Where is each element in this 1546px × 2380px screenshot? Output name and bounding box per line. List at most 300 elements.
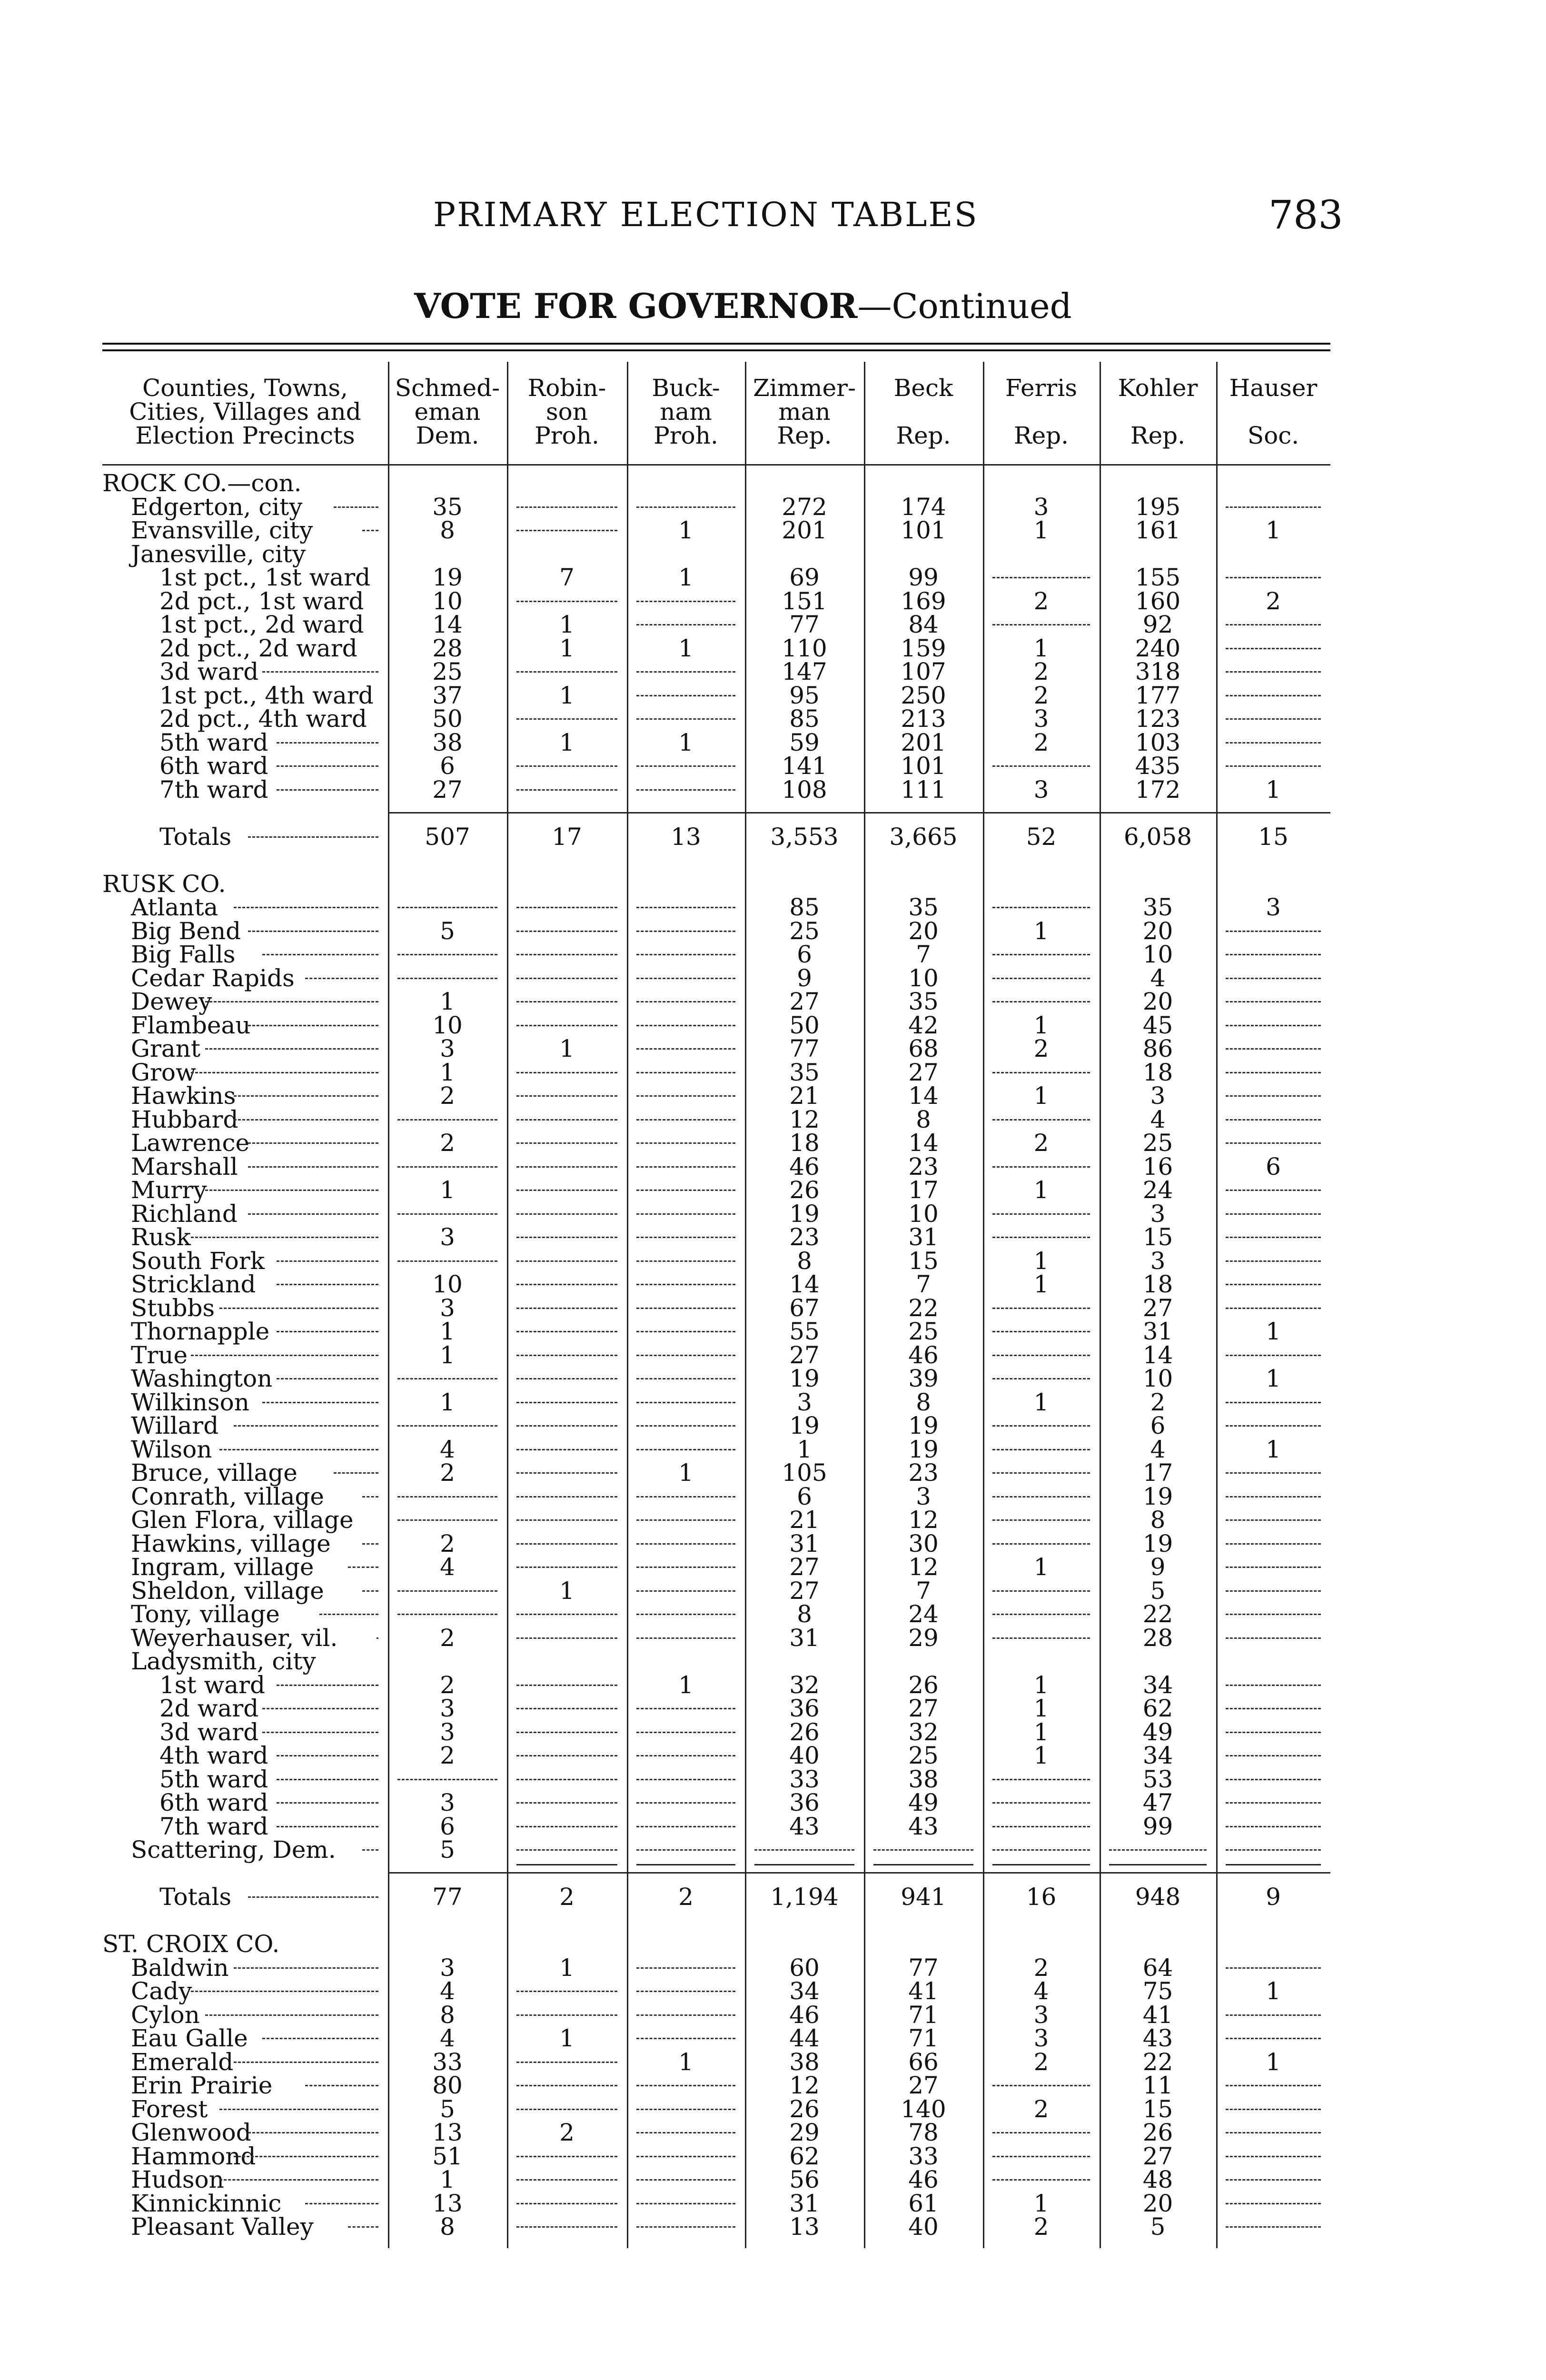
county-heading: ST. CROIX CO.: [102, 1930, 280, 1958]
vote-count: 10: [432, 587, 463, 615]
vote-count: 1: [559, 1035, 575, 1063]
precinct-name: Scattering, Dem.: [131, 1836, 336, 1864]
empty-cell-dashes: [1226, 1496, 1321, 1497]
vote-count: 26: [789, 1718, 820, 1746]
empty-cell-dashes: [636, 1001, 735, 1002]
precinct-name: Thornapple: [131, 1318, 270, 1346]
precinct-name: Dewey: [131, 988, 212, 1016]
vote-count: 61: [908, 2189, 939, 2217]
empty-cell-dashes: [992, 1449, 1090, 1450]
stub-leader: [248, 1166, 378, 1168]
stub-leader: [234, 1967, 378, 1969]
stub-leader: [362, 1590, 378, 1592]
vote-count: 2: [559, 2119, 575, 2147]
vote-count: 5: [440, 917, 455, 945]
vote-count: 10: [908, 1200, 939, 1228]
vote-count: 3: [1150, 1200, 1166, 1228]
precinct-name: Richland: [131, 1200, 238, 1228]
vote-count: 26: [789, 2095, 820, 2123]
vote-count: 77: [908, 1954, 939, 1982]
stub-leader: [262, 2038, 378, 2039]
stub-leader: [262, 1708, 378, 1709]
precinct-name: 2d ward: [159, 1695, 259, 1723]
empty-cell-dashes: [516, 1755, 617, 1756]
column-header: Ferris Rep.: [1005, 374, 1077, 449]
empty-cell-dashes: [1226, 2156, 1321, 2157]
vote-count: 1: [1033, 2189, 1049, 2217]
vote-count: 28: [432, 634, 463, 662]
empty-cell-dashes: [992, 1119, 1090, 1121]
empty-cell-dashes: [516, 1095, 617, 1097]
vote-count: 86: [1142, 1035, 1173, 1063]
vote-count: 6,058: [1123, 823, 1192, 851]
empty-cell-dashes: [1226, 2085, 1321, 2086]
stub-leader: [234, 907, 378, 908]
empty-cell-dashes: [992, 1166, 1090, 1168]
empty-cell-dashes: [636, 1308, 735, 1309]
precinct-name: 1st pct., 2d ward: [159, 611, 364, 639]
precinct-name: 7th ward: [159, 775, 268, 803]
precinct-name: Rusk: [131, 1223, 191, 1251]
vote-count: 1: [1033, 1718, 1049, 1746]
vote-count: 151: [782, 587, 827, 615]
empty-cell-dashes: [1226, 2038, 1321, 2039]
empty-cell-dashes: [992, 1331, 1090, 1332]
precinct-name: Wilkinson: [131, 1388, 249, 1416]
empty-cell-dashes: [1226, 1779, 1321, 1780]
empty-cell-dashes: [636, 789, 735, 791]
vote-count: 5: [1150, 1577, 1166, 1605]
vote-count: 8: [1150, 1506, 1166, 1534]
vote-count: 34: [1142, 1742, 1173, 1770]
vote-count: 29: [908, 1624, 939, 1652]
empty-cell-dashes: [873, 1849, 973, 1851]
empty-cell-dashes: [397, 907, 497, 908]
empty-cell-dashes: [636, 2132, 735, 2133]
vote-count: 66: [908, 2048, 939, 2076]
precinct-name: Ingram, village: [131, 1553, 314, 1581]
stub-leader: [277, 1755, 378, 1756]
vote-count: 169: [901, 587, 946, 615]
vote-count: 24: [1142, 1176, 1173, 1204]
county-heading: RUSK CO.: [102, 870, 226, 898]
empty-cell-dashes: [1226, 648, 1321, 649]
vote-count: 9: [1266, 1883, 1281, 1911]
empty-cell-dashes: [1226, 1284, 1321, 1285]
empty-cell-dashes: [516, 601, 617, 602]
vote-count: 18: [1142, 1270, 1173, 1299]
vote-count: 92: [1142, 611, 1173, 639]
stub-leader: [191, 1991, 378, 1992]
vote-count: 27: [908, 2072, 939, 2100]
vote-count: 1: [1266, 775, 1281, 803]
vote-count: 1: [559, 728, 575, 756]
empty-cell-dashes: [516, 1355, 617, 1356]
vote-count: 18: [789, 1129, 820, 1157]
stub-leader: [219, 2109, 378, 2110]
vote-count: 25: [432, 658, 463, 686]
vote-count: 14: [432, 611, 463, 639]
vote-count: 19: [789, 1365, 820, 1393]
vote-count: 46: [908, 1341, 939, 1369]
empty-cell-dashes: [516, 2203, 617, 2204]
empty-cell-dashes: [1226, 1213, 1321, 1215]
stub-leader: [348, 1567, 378, 1568]
precinct-name: 1st ward: [159, 1671, 265, 1699]
stub-leader: [234, 2062, 378, 2063]
vote-count: 77: [789, 611, 820, 639]
empty-cell-dashes: [516, 1425, 617, 1427]
vote-count: 6: [440, 752, 455, 780]
vote-count: 20: [1142, 988, 1173, 1016]
stub-leader: [277, 789, 378, 791]
stub-leader: [348, 2226, 378, 2228]
totals-rule: [388, 1872, 1330, 1874]
precinct-name: 6th ward: [159, 752, 268, 780]
vote-count: 17: [1142, 1459, 1173, 1487]
empty-cell-dashes: [636, 931, 735, 932]
vote-count: 1: [1266, 2048, 1281, 2076]
empty-cell-dashes: [636, 1755, 735, 1756]
stub-leader: [262, 1732, 378, 1733]
precinct-name: 5th ward: [159, 728, 268, 756]
empty-cell-dashes: [1226, 718, 1321, 720]
vote-count: 14: [789, 1270, 820, 1299]
vote-count: 21: [789, 1082, 820, 1110]
empty-cell-dashes: [636, 978, 735, 979]
empty-cell-dashes: [636, 1614, 735, 1615]
stub-leader: [219, 2179, 378, 2181]
vote-count: 105: [782, 1459, 827, 1487]
empty-cell-dashes: [992, 2179, 1090, 2181]
empty-cell-dashes: [516, 907, 617, 908]
vote-count: 2: [440, 1082, 455, 1110]
empty-cell-dashes: [636, 1119, 735, 1121]
vote-count: 13: [789, 2213, 820, 2241]
stub-leader: [205, 2014, 378, 2016]
empty-cell-dashes: [516, 1449, 617, 1450]
vote-count: 50: [789, 1011, 820, 1039]
empty-cell-dashes: [1226, 1519, 1321, 1521]
column-total-rule: [992, 1864, 1090, 1865]
stub-leader: [191, 1072, 378, 1073]
vote-count: 38: [789, 2048, 820, 2076]
vote-count: 1: [1033, 634, 1049, 662]
vote-count: 85: [789, 705, 820, 733]
empty-cell-dashes: [992, 1308, 1090, 1309]
vote-count: 12: [789, 1105, 820, 1133]
vote-count: 6: [797, 941, 812, 969]
vote-count: 23: [789, 1223, 820, 1251]
stub-leader: [191, 1355, 378, 1356]
vote-count: 10: [908, 964, 939, 992]
empty-cell-dashes: [636, 1519, 735, 1521]
empty-cell-dashes: [636, 1166, 735, 1168]
empty-cell-dashes: [516, 1826, 617, 1827]
empty-cell-dashes: [636, 1849, 735, 1851]
empty-cell-dashes: [516, 1496, 617, 1497]
vote-count: 77: [789, 1035, 820, 1063]
empty-cell-dashes: [397, 1779, 497, 1780]
stub-leader: [334, 506, 378, 508]
running-title: PRIMARY ELECTION TABLES: [433, 195, 979, 234]
empty-cell-dashes: [1226, 506, 1321, 508]
page-number: 783: [1269, 193, 1343, 238]
vote-count: 2: [1033, 728, 1049, 756]
empty-cell-dashes: [516, 765, 617, 767]
vote-count: 1: [797, 1435, 812, 1463]
vote-count: 1: [1033, 917, 1049, 945]
empty-cell-dashes: [516, 1378, 617, 1379]
precinct-name: 2d pct., 1st ward: [159, 587, 364, 615]
empty-cell-dashes: [636, 2179, 735, 2181]
empty-cell-dashes: [992, 1496, 1090, 1497]
empty-cell-dashes: [992, 1425, 1090, 1427]
vote-count: 2: [440, 1529, 455, 1557]
stub-leader: [248, 1896, 378, 1898]
vote-count: 36: [789, 1789, 820, 1817]
empty-cell-dashes: [516, 1001, 617, 1002]
empty-cell-dashes: [516, 931, 617, 932]
vote-count: 3: [440, 1294, 455, 1322]
vote-count: 1: [440, 1058, 455, 1086]
precinct-name: Sheldon, village: [131, 1577, 324, 1605]
empty-cell-dashes: [1226, 1802, 1321, 1804]
vote-count: 147: [782, 658, 827, 686]
vote-count: 38: [908, 1765, 939, 1793]
vote-count: 177: [1135, 681, 1181, 709]
empty-cell-dashes: [636, 1543, 735, 1545]
vote-count: 27: [908, 1695, 939, 1723]
vote-count: 24: [908, 1600, 939, 1628]
empty-cell-dashes: [1226, 1708, 1321, 1709]
vote-count: 15: [1142, 1223, 1173, 1251]
vote-count: 31: [789, 1624, 820, 1652]
vote-count: 141: [782, 752, 827, 780]
vote-count: 22: [908, 1294, 939, 1322]
vote-count: 3: [1266, 893, 1281, 922]
column-header: Hauser Soc.: [1229, 374, 1318, 449]
vote-count: 62: [1142, 1695, 1173, 1723]
vote-count: 155: [1135, 564, 1181, 592]
vote-count: 1: [678, 564, 694, 592]
column-header: Schmed- eman Dem.: [395, 374, 500, 449]
precinct-name: True: [131, 1341, 188, 1369]
vote-count: 6: [797, 1482, 812, 1510]
empty-cell-dashes: [1226, 2203, 1321, 2204]
vote-count: 2: [440, 1671, 455, 1699]
empty-cell-dashes: [516, 978, 617, 979]
precinct-name: Hubbard: [131, 1105, 238, 1133]
empty-cell-dashes: [636, 1496, 735, 1497]
column-header: Buck- nam Proh.: [652, 374, 720, 449]
stub-leader: [234, 1425, 378, 1427]
precinct-name: Kinnickinnic: [131, 2189, 282, 2217]
empty-cell-dashes: [1226, 2109, 1321, 2110]
vote-count: 40: [908, 2213, 939, 2241]
vote-count: 2: [1033, 1954, 1049, 1982]
precinct-name: Baldwin: [131, 1954, 229, 1982]
stub-leader: [362, 530, 378, 531]
vote-count: 32: [908, 1718, 939, 1746]
stub-leader: [334, 1472, 378, 1474]
vote-count: 4: [1033, 1977, 1049, 2005]
empty-cell-dashes: [636, 1802, 735, 1804]
vote-count: 507: [425, 823, 470, 851]
empty-cell-dashes: [636, 954, 735, 955]
vote-count: 1: [559, 1954, 575, 1982]
vote-count: 40: [789, 1742, 820, 1770]
empty-cell-dashes: [636, 1025, 735, 1026]
empty-cell-dashes: [636, 1402, 735, 1403]
vote-count: 33: [908, 2142, 939, 2170]
vote-count: 27: [1142, 2142, 1173, 2170]
empty-cell-dashes: [1226, 1849, 1321, 1851]
empty-cell-dashes: [516, 530, 617, 531]
precinct-name: Washington: [131, 1365, 273, 1393]
empty-cell-dashes: [1226, 1355, 1321, 1356]
vote-count: 108: [782, 775, 827, 803]
vote-count: 1: [559, 634, 575, 662]
vote-count: 1: [559, 2024, 575, 2053]
vote-count: 172: [1135, 775, 1181, 803]
empty-cell-dashes: [992, 1590, 1090, 1592]
stub-leader: [277, 1260, 378, 1262]
empty-cell-dashes: [1226, 1402, 1321, 1403]
vote-count: 28: [1142, 1624, 1173, 1652]
empty-cell-dashes: [516, 2014, 617, 2016]
stub-leader: [377, 1637, 378, 1639]
vote-count: 31: [789, 1529, 820, 1557]
empty-cell-dashes: [516, 1237, 617, 1238]
vote-count: 13: [432, 2119, 463, 2147]
empty-cell-dashes: [636, 671, 735, 673]
empty-cell-dashes: [516, 1685, 617, 1686]
precinct-name: Willard: [131, 1412, 219, 1440]
vote-count: 71: [908, 2024, 939, 2053]
stub-leader: [262, 954, 378, 955]
vote-count: 8: [916, 1105, 931, 1133]
vote-count: 435: [1135, 752, 1181, 780]
empty-cell-dashes: [516, 1708, 617, 1709]
empty-cell-dashes: [397, 1213, 497, 1215]
vote-count: 3: [916, 1482, 931, 1510]
vote-count: 75: [1142, 1977, 1173, 2005]
stub-leader: [234, 1095, 378, 1097]
empty-cell-dashes: [636, 1637, 735, 1639]
precinct-name: 7th ward: [159, 1812, 268, 1840]
stub-leader: [234, 2156, 378, 2157]
totals-label: Totals: [159, 823, 232, 851]
empty-cell-dashes: [1226, 1190, 1321, 1191]
vote-count: 201: [901, 728, 946, 756]
vote-count: 30: [908, 1529, 939, 1557]
stub-leader: [219, 1449, 378, 1450]
vote-count: 3,665: [889, 823, 958, 851]
empty-cell-dashes: [516, 671, 617, 673]
empty-cell-dashes: [636, 1991, 735, 1992]
stub-leader: [277, 1331, 378, 1332]
empty-cell-dashes: [516, 1472, 617, 1474]
column-divider: [507, 362, 508, 2248]
vote-count: 101: [901, 752, 946, 780]
vote-count: 4: [1150, 1105, 1166, 1133]
vote-count: 52: [1026, 823, 1057, 851]
vote-count: 84: [908, 611, 939, 639]
vote-count: 78: [908, 2119, 939, 2147]
precinct-name: 1st pct., 4th ward: [159, 681, 374, 709]
empty-cell-dashes: [992, 1826, 1090, 1827]
precinct-name: Conrath, village: [131, 1482, 324, 1510]
vote-count: 53: [1142, 1765, 1173, 1793]
vote-count: 107: [901, 658, 946, 686]
column-divider: [1100, 362, 1101, 2248]
empty-cell-dashes: [636, 2109, 735, 2110]
stub-leader: [305, 978, 378, 979]
vote-count: 7: [916, 1270, 931, 1299]
vote-count: 1: [1266, 516, 1281, 545]
empty-cell-dashes: [516, 2109, 617, 2110]
vote-count: 101: [901, 516, 946, 545]
vote-count: 15: [1258, 823, 1288, 851]
empty-cell-dashes: [636, 624, 735, 625]
precinct-name: Grow: [131, 1058, 196, 1086]
vote-count: 23: [908, 1459, 939, 1487]
vote-count: 272: [782, 493, 827, 521]
vote-count: 4: [440, 1553, 455, 1581]
empty-cell-dashes: [516, 2085, 617, 2086]
vote-count: 60: [789, 1954, 820, 1982]
precinct-name: Hudson: [131, 2166, 224, 2194]
vote-count: 1: [1033, 1176, 1049, 1204]
vote-count: 25: [908, 1318, 939, 1346]
vote-count: 6: [1266, 1152, 1281, 1180]
county-heading: ROCK CO.—con.: [102, 469, 302, 497]
vote-count: 2: [440, 1742, 455, 1770]
vote-count: 8: [797, 1600, 812, 1628]
vote-count: 318: [1135, 658, 1181, 686]
vote-count: 26: [789, 1176, 820, 1204]
precinct-name: Forest: [131, 2095, 208, 2123]
stub-leader: [362, 1496, 378, 1497]
vote-count: 22: [1142, 1600, 1173, 1628]
vote-count: 20: [1142, 2189, 1173, 2217]
empty-cell-dashes: [1226, 624, 1321, 625]
empty-cell-dashes: [516, 2062, 617, 2063]
column-total-rule: [1109, 1864, 1207, 1865]
vote-count: 17: [552, 823, 582, 851]
vote-count: 33: [789, 1765, 820, 1793]
vote-count: 1: [559, 611, 575, 639]
precinct-name: Wilson: [131, 1435, 212, 1463]
empty-cell-dashes: [1226, 765, 1321, 767]
vote-count: 69: [789, 564, 820, 592]
empty-cell-dashes: [636, 1331, 735, 1332]
empty-cell-dashes: [516, 789, 617, 791]
vote-count: 43: [789, 1812, 820, 1840]
empty-cell-dashes: [992, 1472, 1090, 1474]
vote-count: 22: [1142, 2048, 1173, 2076]
vote-count: 1: [1033, 1082, 1049, 1110]
empty-cell-dashes: [992, 1802, 1090, 1804]
stub-leader: [277, 765, 378, 767]
precinct-name: Tony, village: [131, 1600, 280, 1628]
vote-count: 195: [1135, 493, 1181, 521]
empty-cell-dashes: [1226, 1685, 1321, 1686]
empty-cell-dashes: [397, 1590, 497, 1592]
vote-count: 39: [908, 1365, 939, 1393]
empty-cell-dashes: [1226, 2179, 1321, 2181]
